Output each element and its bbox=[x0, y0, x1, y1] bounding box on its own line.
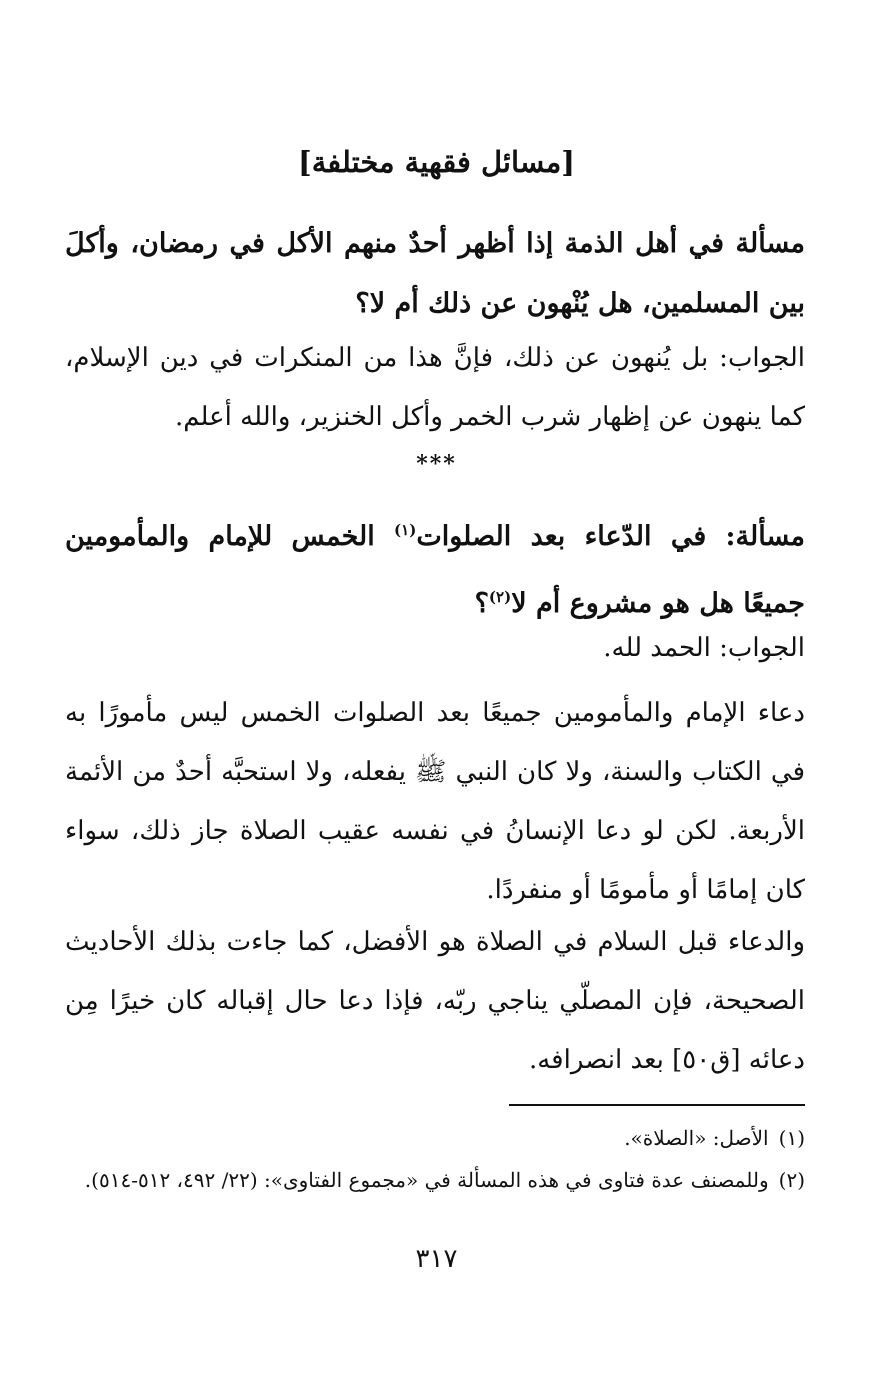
answer-2-paragraph-2: والدعاء قبل السلام في الصلاة هو الأفضل، كما جاءت بذلك الأحاديث الصحيحة، فإن المصلّي يناجي ربّه، فإذا دعا حال إقباله كان خيرًا مِن دعائه [ق٥٠] بعد انصرافه. bbox=[65, 927, 805, 1075]
question-2 bbox=[65, 500, 805, 634]
answer-2-intro: الجواب: الحمد لله. bbox=[603, 633, 805, 663]
footnote-ref-1: (١) bbox=[394, 521, 417, 539]
answer-2-paragraph-1: دعاء الإمام والمأمومين جميعًا بعد الصلوات الخمس ليس مأمورًا به في الكتاب والسنة، ولا كان النبي ﷺ يفعله، ولا استحبَّه أحدٌ من الأئمة الأربعة. لكن لو دعا الإنسانُ في نفسه عقيب الصلاة جاز ذلك، سواء كان إمامًا أو مأمومًا أو منفردًا. bbox=[65, 698, 805, 905]
question-2-text-middle: الخمس للإمام والمأمومين جميعًا هل هو مشروع أم لا bbox=[65, 521, 805, 619]
footnote-1-number: (١) bbox=[778, 1126, 805, 1150]
footnote-2-number: (٢) bbox=[778, 1168, 805, 1192]
footnote-2-text: وللمصنف عدة فتاوى في هذه المسألة في «مجموع الفتاوى»: (٢٢/ ٤٩٢، ٥١٢-٥١٤). bbox=[84, 1168, 769, 1192]
question-2-text-end: ؟ bbox=[474, 588, 489, 619]
footnote-1-text: الأصل: «الصلاة». bbox=[624, 1126, 769, 1150]
footnote-1 bbox=[65, 1120, 805, 1156]
footnote-divider bbox=[509, 1104, 805, 1106]
footnote-2 bbox=[65, 1162, 805, 1198]
section-heading: [مسائل فقهية مختلفة] bbox=[298, 145, 575, 179]
question-1: مسألة في أهل الذمة إذا أظهر أحدٌ منهم الأكل في رمضان، وأكلَ بين المسلمين، هل يُنْهون عن ذلك أم لا؟ bbox=[65, 228, 805, 319]
footnote-ref-2: (٢) bbox=[488, 588, 512, 606]
question-2-text-start: مسألة: في الدّعاء بعد الصلوات bbox=[416, 521, 805, 552]
page-number: ٣١٧ bbox=[415, 1244, 458, 1274]
answer-1: الجواب: بل يُنهون عن ذلك، فإنَّ هذا من المنكرات في دين الإسلام، كما ينهون عن إظهار شرب الخمر وأكل الخنزير، والله أعلم. bbox=[65, 343, 805, 432]
section-separator: *** bbox=[416, 451, 457, 477]
